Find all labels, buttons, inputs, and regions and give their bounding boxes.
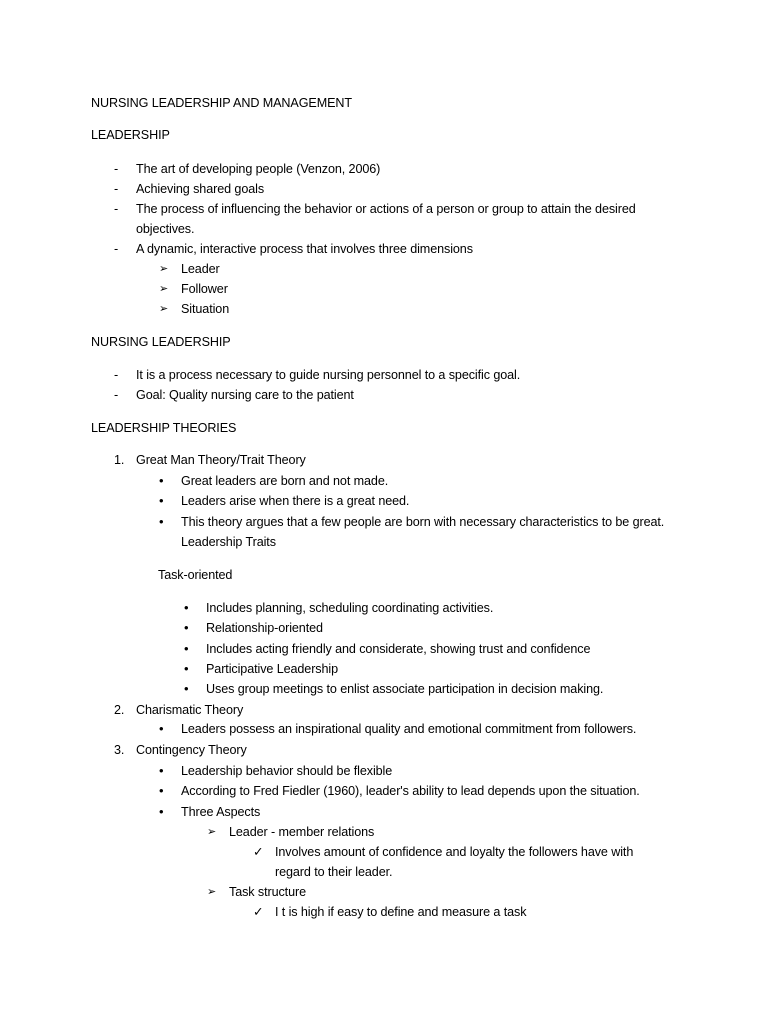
section-heading-leadership: LEADERSHIP [91, 128, 170, 142]
theory-bullet: Three Aspects [181, 805, 261, 819]
document-title: NURSING LEADERSHIP AND MANAGEMENT [91, 96, 352, 110]
sub-bullet: Relationship-oriented [206, 621, 323, 635]
leadership-item-continued: objectives. [136, 222, 195, 236]
bullet-dot-icon: • [184, 661, 189, 676]
leadership-item: The process of influencing the behavior or actions of a person or group to attain the desired [136, 202, 636, 216]
sub-bullet: Participative Leadership [206, 662, 339, 676]
bullet-dot-icon: • [159, 514, 164, 529]
check-icon: ✓ [253, 905, 264, 919]
theory-bullet: According to Fred Fiedler (1960), leader's ability to lead depends upon the situation. [181, 784, 640, 798]
nursing-leadership-item: Goal: Quality nursing care to the patient [136, 388, 354, 402]
leadership-item: The art of developing people (Venzon, 2006) [136, 162, 381, 176]
list-number: 1. [114, 453, 125, 467]
leadership-item: A dynamic, interactive process that involves three dimensions [136, 242, 473, 256]
theory-title: Contingency Theory [136, 743, 247, 757]
bullet-dot-icon: • [159, 763, 164, 778]
bullet-dot-icon: • [184, 620, 189, 635]
task-oriented-label: Task-oriented [158, 568, 233, 582]
section-heading-theories: LEADERSHIP THEORIES [91, 421, 237, 435]
bullet-dot-icon: • [159, 783, 164, 798]
theory-bullet: Great leaders are born and not made. [181, 474, 389, 488]
dash-marker: - [114, 162, 119, 176]
theory-bullet: Leaders arise when there is a great need. [181, 494, 410, 508]
bullet-dot-icon: • [184, 681, 189, 696]
aspect-label: Leader - member relations [229, 825, 375, 839]
dimension-item: Follower [181, 282, 228, 296]
bullet-dot-icon: • [159, 473, 164, 488]
arrow-bullet-icon: ➢ [207, 826, 217, 838]
bullet-dot-icon: • [184, 600, 189, 615]
arrow-bullet-icon: ➢ [159, 283, 169, 295]
aspect-label: Task structure [229, 885, 306, 899]
aspect-check-item: I t is high if easy to define and measure a task [275, 905, 527, 919]
theory-bullet: Leadership behavior should be flexible [181, 764, 393, 778]
bullet-dot-icon: • [184, 641, 189, 656]
aspect-check-item: Involves amount of confidence and loyalty the followers have with [275, 845, 634, 859]
dash-marker: - [114, 388, 119, 402]
dimension-item: Leader [181, 262, 220, 276]
check-icon: ✓ [253, 845, 264, 859]
list-number: 3. [114, 743, 125, 757]
theory-bullet: Leaders possess an inspirational quality and emotional commitment from followers. [181, 722, 637, 736]
section-heading-nursing-leadership: NURSING LEADERSHIP [91, 335, 231, 349]
dash-marker: - [114, 202, 119, 216]
arrow-bullet-icon: ➢ [207, 886, 217, 898]
theory-bullet-continued: Leadership Traits [181, 535, 276, 549]
sub-bullet: Includes acting friendly and considerate, showing trust and confidence [206, 642, 591, 656]
sub-bullet: Uses group meetings to enlist associate participation in decision making. [206, 682, 604, 696]
sub-bullet: Includes planning, scheduling coordinating activities. [206, 601, 494, 615]
theory-title: Great Man Theory/Trait Theory [136, 453, 306, 467]
dash-marker: - [114, 368, 119, 382]
list-number: 2. [114, 703, 125, 717]
aspect-check-item-continued: regard to their leader. [275, 865, 393, 879]
bullet-dot-icon: • [159, 804, 164, 819]
leadership-item: Achieving shared goals [136, 182, 265, 196]
arrow-bullet-icon: ➢ [159, 303, 169, 315]
arrow-bullet-icon: ➢ [159, 263, 169, 275]
bullet-dot-icon: • [159, 721, 164, 736]
theory-title: Charismatic Theory [136, 703, 244, 717]
dimension-item: Situation [181, 302, 230, 316]
dash-marker: - [114, 182, 119, 196]
theory-bullet: This theory argues that a few people are born with necessary characteristics to be great. [181, 515, 665, 529]
dash-marker: - [114, 242, 119, 256]
nursing-leadership-item: It is a process necessary to guide nursing personnel to a specific goal. [136, 368, 521, 382]
bullet-dot-icon: • [159, 493, 164, 508]
